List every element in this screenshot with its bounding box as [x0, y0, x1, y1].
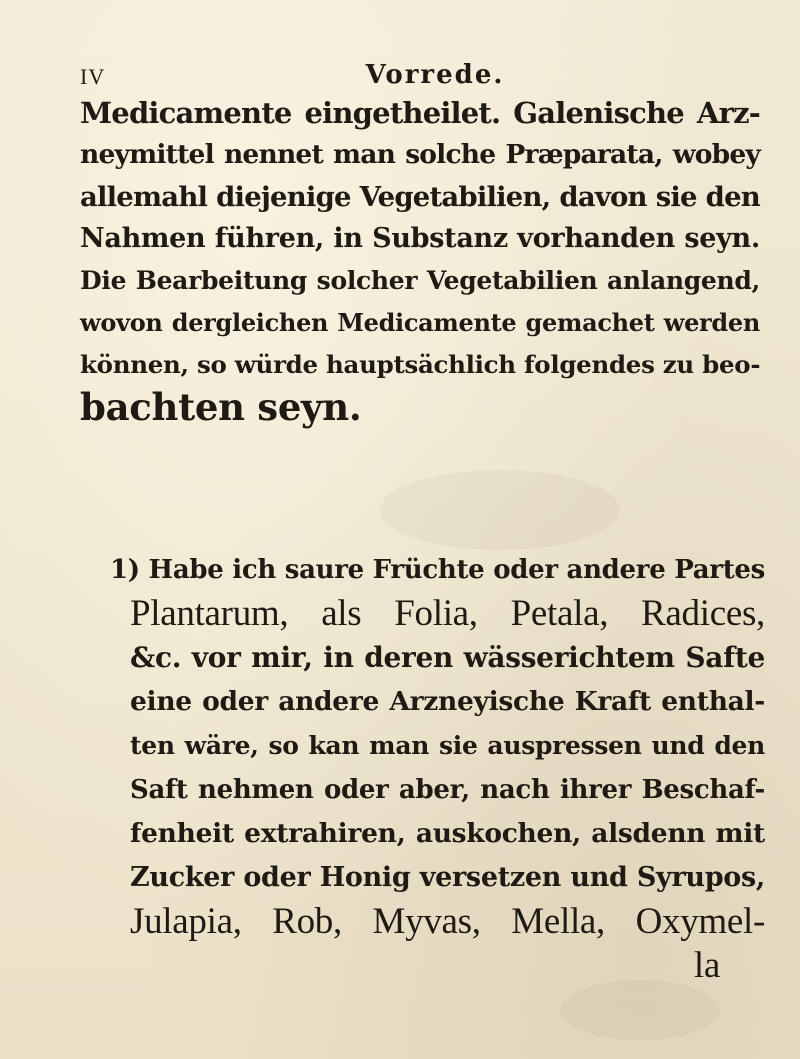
text-line: 1) Habe ich saure Früchte oder andere Partes — [110, 555, 765, 585]
numbered-item-1 — [80, 548, 765, 988]
text-line: Nahmen führen, in Substanz vorhanden seyn. — [80, 223, 760, 254]
text-line: neymittel nennet man solche Præparata, wobey — [80, 139, 760, 170]
text-line: bachten seyn. — [80, 385, 362, 429]
text-line: allemahl diejenige Vegetabilien, davon sie den — [80, 181, 760, 213]
text-line: Julapia, Rob, Myvas, Mella, Oxymel- — [130, 901, 765, 942]
paper-stain — [380, 470, 620, 550]
text-line: Zucker oder Honig versetzen und Syrupos, — [130, 862, 765, 893]
page-number: IV — [80, 64, 106, 89]
text-line: Die Bearbeitung solcher Vegetabilien anlangend, — [80, 266, 760, 295]
catchword: la — [693, 945, 720, 986]
text-line: Medicamente eingetheilet. Galenische Arz- — [80, 96, 760, 130]
text-line: fenheit extrahiren, auskochen, alsdenn mit — [130, 818, 765, 849]
text-line: eine oder andere Arzneyische Kraft enthal- — [130, 686, 765, 717]
text-line: Plantarum, als Folia, Petala, Radices, — [130, 593, 765, 634]
running-head: Vorrede. — [365, 60, 505, 90]
text-line: Saft nehmen oder aber, nach ihrer Beschaf- — [130, 775, 765, 805]
paragraph-1 — [80, 92, 760, 428]
text-line: können, so würde hauptsächlich folgendes zu beo- — [80, 350, 761, 379]
paper-stain — [560, 980, 720, 1040]
page-header — [80, 60, 760, 94]
text-line: &c. vor mir, in deren wässerichtem Safte — [130, 641, 765, 674]
text-line: ten wäre, so kan man sie auspressen und den — [130, 731, 765, 760]
text-line: wovon dergleichen Medicamente gemachet werden — [80, 308, 760, 337]
